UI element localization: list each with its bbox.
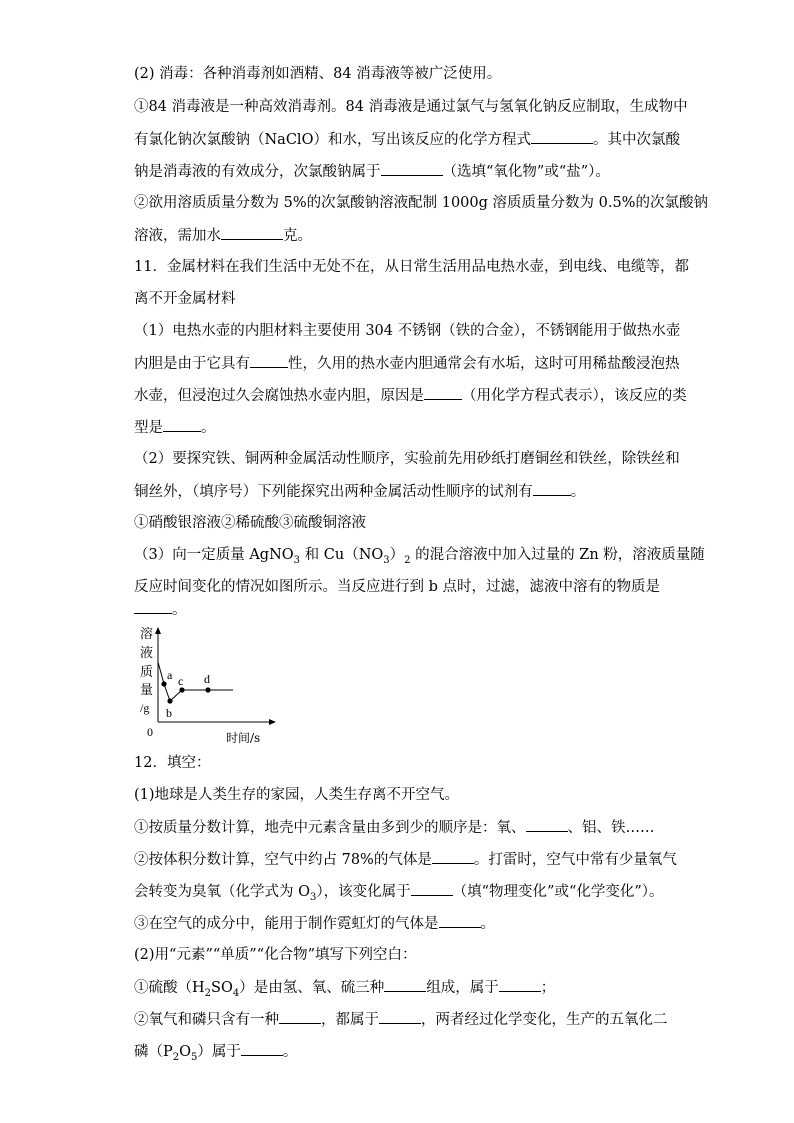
y-axis-label-3: 质 (140, 665, 154, 680)
point-c (179, 687, 184, 692)
y-axis-label-4: 量 (140, 683, 154, 698)
q10-2-1-text: 有氯化钠次氯酸钠（NaClO）和水，写出该反应的化学方程式 。其中次氯酸 (134, 132, 680, 148)
q12-2-1-text: ①硫酸$(H_2SO_4)$是由氢、氧、硫三种 组成，属于 ； (134, 980, 556, 999)
answer-blank[interactable] (533, 482, 571, 496)
answer-blank[interactable] (221, 226, 283, 240)
point-a (161, 681, 166, 686)
point-label-d: d (204, 672, 210, 686)
q10-2-2-text: 溶液，需加水 克。 (134, 228, 312, 244)
answer-blank[interactable] (250, 354, 288, 368)
q12-1-text: (1)地球是人类生存的家园，人类生存离不开空气。 (134, 787, 460, 803)
answer-blank[interactable] (499, 978, 541, 992)
answer-blank[interactable] (411, 882, 453, 896)
answer-blank[interactable] (439, 914, 481, 928)
q12-2-2-text: ②氧气和磷只含有一种 ，都属于 ，两者经过化学变化，生产的五氧化二 (134, 1012, 668, 1028)
q10-2-1-text: ①84 消毒液是一种高效消毒剂。84 消毒液是通过氯气与氢氧化钠反应制取，生成物中 (134, 99, 688, 115)
q11-1-text: 水壶，但浸泡过久会腐蚀热水壶内胆，原因是 （用化学方程式表示），该反应的类 (134, 388, 687, 404)
q11-2-text: 铜丝外，（填序号）下列能探究出两种金属活动性顺序的试剂有 。 (134, 484, 586, 500)
answer-blank[interactable] (381, 162, 443, 176)
y-axis-label-1: 溶 (140, 627, 154, 642)
q10-2-2-text: ②欲用溶质质量分数为 5%的次氯酸钠溶液配制 1000g 溶质质量分数为 0.5%的次氯酸钠 (134, 195, 708, 211)
q11-heading: 离不开金属材料 (134, 291, 236, 307)
q10-2-heading: (2) 消毒：各种消毒剂如酒精、84 消毒液等被广泛使用。 (134, 66, 502, 82)
q11-heading: 11．金属材料在我们生活中无处不在，从日常生活用品电热水壶，到电线、电缆等，都 (134, 259, 689, 275)
q12-1-3-text: ③在空气的成分中，能用于制作霓虹灯的气体是 。 (134, 916, 495, 932)
answer-blank[interactable] (526, 818, 568, 832)
q11-2-text: （2）要探究铁、铜两种金属活动性顺序，实验前先用砂纸打磨铜丝和铁丝，除铁丝和 (134, 451, 680, 467)
q12-1-2-text: ②按体积分数计算，空气中约占 78%的气体是 。打雷时，空气中常有少量氧气 (134, 852, 677, 868)
q12-2-text: (2)用“元素”“单质”“化合物”填写下列空白： (134, 947, 417, 963)
q11-1-text: （1）电热水壶的内胆材料主要使用 304 不锈钢（铁的合金），不锈钢能用于做热水壶 (134, 323, 681, 339)
q11-1-text: 内胆是由于它具有 性，久用的热水壶内胆通常会有水垢，这时可用稀盐酸浸泡热 (134, 356, 680, 372)
solution-mass-graph (120, 622, 290, 750)
origin-label: 0 (147, 725, 153, 739)
answer-blank[interactable] (379, 1010, 421, 1024)
q12-1-1-text: ①按质量分数计算，地壳中元素含量由多到少的顺序是：氧、 、铝、铁…… (134, 820, 655, 836)
x-axis-label: 时间/s (226, 731, 261, 745)
q12-heading: 12．填空： (134, 755, 211, 771)
q11-3-text: 。 (134, 600, 187, 619)
x-axis-arrow (269, 719, 276, 725)
point-label-b: b (166, 706, 172, 720)
point-b (167, 698, 172, 703)
y-axis-label-unit: /g (140, 701, 150, 715)
q12-2-2-text: 磷$(P_2O_5)$属于 。 (134, 1044, 298, 1063)
q10-2-1-text: 钠是消毒液的有效成分，次氯酸钠属于 （选填“氧化物”或“盐”）。 (134, 164, 610, 180)
point-label-c: c (178, 674, 184, 688)
point-d (205, 687, 210, 692)
q11-3-text: （3）向一定质量 AgNO$_3$ 和 $Cu(NO_3)_2$ 的混合溶液中加入过量的 Zn 粉，溶液质量随 (134, 547, 705, 566)
answer-blank[interactable] (134, 600, 172, 614)
answer-blank[interactable] (241, 1042, 283, 1056)
y-axis-arrow (155, 627, 161, 634)
answer-blank[interactable] (432, 850, 474, 864)
answer-blank[interactable] (163, 418, 201, 432)
point-label-a: a (167, 668, 173, 682)
answer-blank[interactable] (279, 1010, 321, 1024)
q11-1-text: 型是 。 (134, 420, 216, 436)
q11-3-text: 反应时间变化的情况如图所示。当反应进行到 b 点时，过滤，滤液中溶有的物质是 (134, 579, 660, 595)
answer-blank[interactable] (384, 978, 426, 992)
answer-blank[interactable] (531, 130, 593, 144)
y-axis-label-2: 液 (140, 646, 154, 661)
answer-blank[interactable] (424, 386, 462, 400)
q12-1-2-text: 会转变为臭氧（化学式为 $O_3$），该变化属于 （填“物理变化”或“化学变化”）。 (134, 884, 664, 903)
q11-2-options: ①硝酸银溶液②稀硫酸③硫酸铜溶液 (134, 515, 366, 531)
